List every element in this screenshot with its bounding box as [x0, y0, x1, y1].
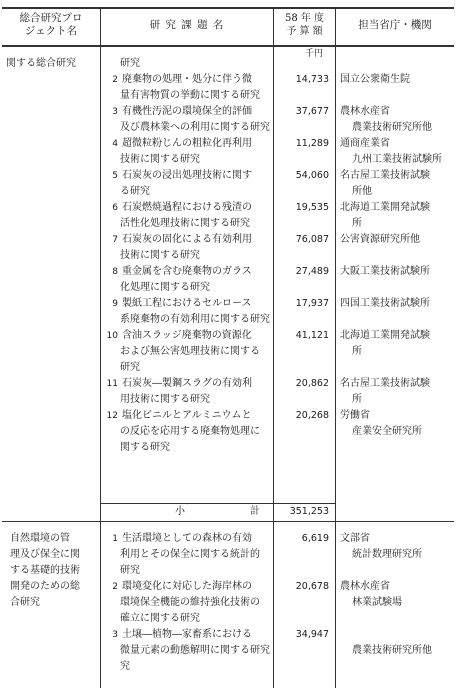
- budget-amount: 6,619: [301, 533, 329, 544]
- topic-line: 微量元素の動態解明に関する研究: [120, 645, 270, 656]
- row-number: 7: [112, 235, 118, 245]
- budget-amount: 17,937: [295, 298, 329, 309]
- topic-line: 技術に関する研究: [120, 154, 200, 165]
- agency-name: 国立公衆衛生院: [340, 74, 410, 85]
- group-divider: [2, 521, 454, 522]
- agency-name: 通商産業省: [340, 138, 390, 149]
- subtotal-amount: 351,253: [289, 506, 329, 517]
- topic-line: 確立に関する研究: [120, 613, 200, 624]
- agency-name: 名古屋工業技術試験: [340, 378, 430, 389]
- topic-line: 超微粒粉じんの粗粒化再利用: [122, 138, 252, 149]
- agency-name: 農林水産省: [340, 106, 390, 117]
- header-rule: [2, 45, 454, 47]
- topic-line: 量有害物質の挙動に関する研究: [120, 90, 260, 101]
- row-number: 12: [106, 411, 118, 421]
- topic-line: 及び農林業への利用に関する研究: [120, 122, 270, 133]
- unit-label: 千円: [305, 49, 324, 59]
- budget-amount: 11,289: [295, 138, 329, 149]
- budget-amount: 54,060: [295, 170, 329, 181]
- topic-line: 塩化ビニルとアルミニウムと: [122, 410, 252, 421]
- topic-line: 有機性汚泥の環境保全的評価: [122, 106, 252, 117]
- agency-name: 大阪工業技術試験所: [340, 266, 430, 277]
- agency-sub: 農業技術研究所他: [352, 122, 432, 133]
- row-number: 8: [112, 267, 118, 277]
- top-rule: [2, 7, 454, 9]
- agency-sub: 産業安全研究所: [352, 426, 422, 437]
- group2-name: 自然環境の管 理及び保全に関 する基礎的技術 開発のための総 合研究: [10, 533, 80, 608]
- row-number: 1: [112, 534, 118, 544]
- header-research-topic: 研 究 課 題 名: [149, 19, 225, 31]
- row-number: 6: [112, 203, 118, 213]
- agency-name: 北海道工業開発試験: [340, 330, 430, 341]
- agency-sub: 統計数理研究所: [352, 549, 422, 560]
- budget-amount: 41,121: [295, 330, 329, 341]
- agency-name: 四国工業技術試験所: [340, 298, 430, 309]
- agency-name: 農林水産省: [340, 581, 390, 592]
- topic-line: 石炭灰―製鋼スラグの有効利: [122, 378, 252, 389]
- row-number: 5: [112, 171, 118, 181]
- subtotal-label-b: 計: [250, 506, 260, 517]
- row-number: 9: [112, 299, 118, 309]
- agency-sub: 所: [352, 394, 362, 405]
- topic-line: 用技術に関する研究: [120, 394, 210, 405]
- agency-sub: 所: [352, 218, 362, 229]
- subtotal-label-a: 小: [175, 506, 185, 517]
- topic-line: 生活環境としての森林の有効: [122, 533, 252, 544]
- topic-line: 研究: [120, 362, 140, 373]
- header-agency: 担当省庁・機関: [358, 19, 432, 31]
- budget-amount: 34,947: [295, 629, 329, 640]
- topic-line: および無公害処理技術に関する: [120, 346, 260, 357]
- agency-sub: 所: [352, 346, 362, 357]
- row-number: 2: [112, 582, 118, 592]
- topic-line: る研究: [120, 186, 150, 197]
- topic-line: 利用とその保全に関する統計的: [120, 549, 260, 560]
- budget-amount: 37,677: [295, 106, 329, 117]
- group1-first-line: 研究: [120, 58, 140, 69]
- row-number: 2: [112, 75, 118, 85]
- topic-line: 環境保全機能の維持強化技術の: [120, 597, 260, 608]
- budget-amount: 20,862: [295, 378, 329, 389]
- topic-line: 関する研究: [120, 442, 170, 453]
- topic-line: 技術に関する研究: [120, 250, 200, 261]
- topic-line: 活性化処理技術に関する研究: [120, 218, 250, 229]
- topic-line: 石炭灰の固化による有効利用: [122, 234, 252, 245]
- budget-amount: 20,268: [295, 410, 329, 421]
- budget-amount: 14,733: [295, 74, 329, 85]
- topic-line: の反応を応用する廃棄物処理に: [120, 426, 260, 437]
- row-number: 3: [112, 630, 118, 640]
- agency-sub: 林業試験場: [352, 597, 402, 608]
- topic-line: 含油スラッジ廃棄物の資源化: [122, 330, 252, 341]
- topic-line: 土壌―植物―家畜系における: [122, 629, 252, 640]
- agency-sub: 農業技術研究所他: [352, 645, 432, 656]
- agency-name: 公害資源研究所他: [340, 234, 420, 245]
- header-budget: 58 年 度 予 算 額: [284, 13, 325, 37]
- group1-name: 関する総合研究: [6, 58, 76, 69]
- topic-line: 究: [120, 661, 130, 672]
- row-number: 11: [106, 379, 118, 389]
- row-number: 3: [112, 107, 118, 117]
- agency-sub: 所他: [352, 186, 372, 197]
- col-divider-1: [100, 7, 101, 688]
- budget-amount: 27,489: [295, 266, 329, 277]
- agency-name: 北海道工業開発試験: [340, 202, 430, 213]
- topic-line: 石炭燃焼過程における残渣の: [122, 202, 252, 213]
- topic-line: 製紙工程におけるセルロース: [122, 298, 252, 309]
- topic-line: 環境変化に対応した海岸林の: [122, 581, 252, 592]
- col-divider-3: [335, 7, 336, 688]
- topic-line: 廃棄物の処理・処分に伴う微: [122, 74, 252, 85]
- topic-line: 重金属を含む廃棄物のガラス: [122, 266, 252, 277]
- agency-name: 文部省: [340, 533, 370, 544]
- row-number: 4: [112, 139, 118, 149]
- budget-amount: 19,535: [295, 202, 329, 213]
- topic-line: 石炭灰の浸出処理技術に関す: [122, 170, 252, 181]
- header-project-name: 総合研究プロ ジェクト名: [19, 12, 83, 37]
- agency-name: 労働省: [340, 410, 370, 421]
- agency-name: 名古屋工業技術試験: [340, 170, 430, 181]
- topic-line: 研究: [120, 565, 140, 576]
- row-number: 10: [106, 331, 118, 341]
- agency-sub: 九州工業技術試験所: [352, 154, 442, 165]
- budget-amount: 76,087: [295, 234, 329, 245]
- budget-amount: 20,678: [295, 581, 329, 592]
- topic-line: 化処理に関する研究: [120, 282, 210, 293]
- topic-line: 系廃棄物の有効利用に関する研究: [120, 314, 270, 325]
